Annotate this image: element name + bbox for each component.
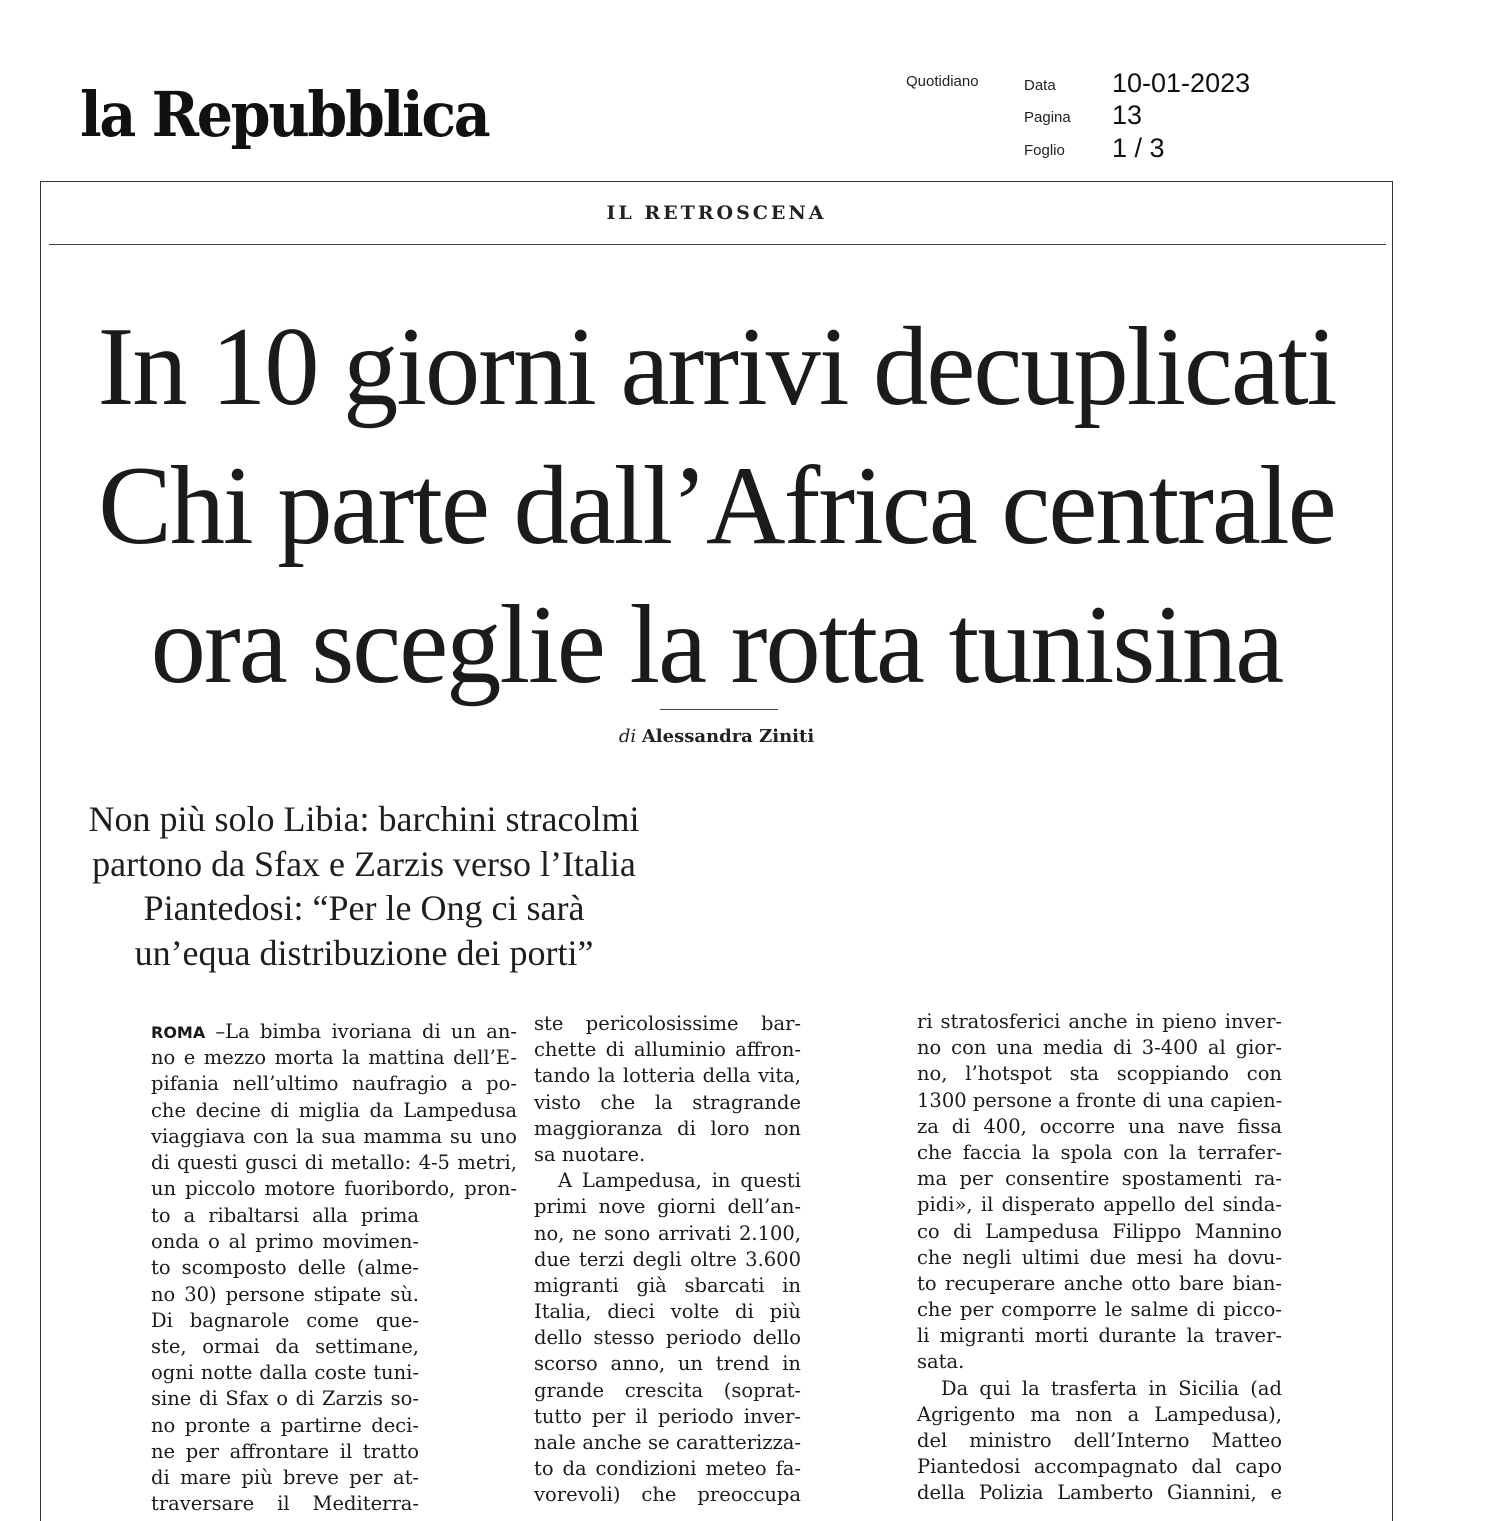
body-line: primi nove giorni dell’an- bbox=[534, 1195, 801, 1219]
body-line: no pronte a partirne deci- bbox=[151, 1413, 419, 1437]
body-line: Di bagnarole come que- bbox=[151, 1308, 419, 1332]
body-line: chette di alluminio affron- bbox=[534, 1038, 801, 1062]
byline-prefix: di bbox=[618, 726, 637, 747]
headline bbox=[40, 298, 1393, 715]
body-line: 1300 persone a fronte di una capien- bbox=[917, 1088, 1282, 1112]
body-line: tutto per il periodo inver- bbox=[534, 1404, 801, 1428]
body-line: ri stratosferici anche in pieno inver- bbox=[917, 1010, 1282, 1033]
body-line: Italia, dieci volte di più bbox=[534, 1300, 801, 1324]
body-line: ogni notte dalla coste tuni- bbox=[151, 1361, 419, 1385]
body-line: migranti già sbarcati in bbox=[534, 1273, 801, 1297]
body-line: pifania nell’ultimo naufragio a po- bbox=[151, 1072, 517, 1096]
body-line: Da qui la trasferta in Sicilia (ad bbox=[941, 1376, 1282, 1400]
body-line: Agrigento ma non a Lampedusa), bbox=[917, 1402, 1282, 1426]
body-line: A Lampedusa, in questi bbox=[558, 1169, 801, 1193]
subheadline-line: Piantedosi: “Per le Ong ci sarà bbox=[143, 888, 585, 928]
page-label: Pagina bbox=[1024, 109, 1071, 126]
subheadline-line: partono da Sfax e Zarzis verso l’Italia bbox=[92, 843, 636, 884]
sheet-label: Foglio bbox=[1024, 142, 1065, 159]
body-line: ste pericolosissime bar- bbox=[534, 1012, 801, 1035]
body-line: della Polizia Lamberto Giannini, e bbox=[917, 1481, 1282, 1505]
body-line: sa nuotare. bbox=[534, 1142, 646, 1166]
body-line: co di Lampedusa Filippo Mannino bbox=[917, 1219, 1282, 1243]
kicker-divider bbox=[49, 244, 1386, 245]
body-line: sata. bbox=[917, 1350, 965, 1374]
body-line: grande crescita (soprat- bbox=[534, 1378, 801, 1402]
body-line: to scomposto delle (alme- bbox=[151, 1256, 419, 1280]
date-value: 10-01-2023 bbox=[1112, 68, 1251, 98]
headline-line: In 10 giorni arrivi decuplicati bbox=[97, 305, 1336, 429]
body-line: onda o al primo movimen- bbox=[151, 1230, 419, 1254]
body-line: ma per consentire spostamenti ra- bbox=[917, 1167, 1282, 1191]
body-line: no con una media di 3-400 al gior- bbox=[917, 1036, 1282, 1060]
body-line: no 30) persone stipate sù. bbox=[151, 1282, 419, 1306]
subheadline-line: un’equa distribuzione dei porti” bbox=[134, 932, 594, 973]
byline-divider bbox=[660, 709, 778, 710]
body-line: che decine di miglia da Lampedusa bbox=[151, 1098, 517, 1122]
body-line: viaggiava con la sua mamma su uno bbox=[151, 1124, 517, 1148]
body-column-1 bbox=[151, 1019, 517, 1202]
body-line: li migranti morti durante la traver- bbox=[917, 1324, 1282, 1348]
body-line: ste, ormai da settimane, bbox=[151, 1334, 419, 1358]
subheadline bbox=[60, 797, 668, 975]
body-line: tando la lotteria della vita, bbox=[534, 1064, 801, 1088]
body-column-2 bbox=[534, 1011, 801, 1509]
body-line: traversare il Mediterra- bbox=[151, 1492, 419, 1516]
body-line: ROMA –La bimba ivoriana di un an- bbox=[151, 1020, 517, 1043]
headline-line: ora sceglie la rotta tunisina bbox=[150, 583, 1283, 707]
body-line: to recuperare anche otto bare bian- bbox=[917, 1271, 1282, 1295]
body-line: maggioranza di loro non bbox=[534, 1116, 801, 1140]
body-line: Piantedosi accompagnato dal capo bbox=[917, 1455, 1282, 1479]
publication-type-label: Quotidiano bbox=[906, 73, 979, 90]
sheet-value: 1 / 3 bbox=[1112, 133, 1165, 163]
body-line: no, ne sono arrivati 2.100, bbox=[534, 1221, 801, 1245]
body-line: sine di Sfax o di Zarzis so- bbox=[151, 1387, 419, 1411]
date-label: Data bbox=[1024, 77, 1056, 94]
page-number: 13 bbox=[1112, 100, 1143, 130]
dateline: ROMA bbox=[151, 1023, 206, 1042]
body-line: to da condizioni meteo fa- bbox=[534, 1457, 801, 1481]
body-line: za di 400, occorre una nave fissa bbox=[917, 1114, 1282, 1138]
body-line: dello stesso periodo dello bbox=[534, 1326, 801, 1350]
body-line: no e mezzo morta la mattina dell’E- bbox=[151, 1046, 517, 1070]
byline-author: Alessandra Ziniti bbox=[641, 726, 815, 747]
body-column-1-narrow bbox=[151, 1203, 419, 1517]
body-line: del ministro dell’Interno Matteo bbox=[917, 1429, 1282, 1452]
body-line: to a ribaltarsi alla prima bbox=[151, 1204, 419, 1227]
body-line: che negli ultimi due mesi ha dovu- bbox=[917, 1245, 1282, 1269]
body-line: nale anche se caratterizza- bbox=[534, 1431, 801, 1454]
body-line: scorso anno, un trend in bbox=[534, 1352, 801, 1376]
body-line: visto che la stragrande bbox=[534, 1090, 801, 1114]
section-kicker: IL RETROSCENA bbox=[606, 202, 827, 224]
newspaper-masthead: la Repubblica bbox=[80, 78, 489, 151]
body-line: vorevoli) che preoccupa bbox=[534, 1483, 801, 1507]
body-line: che per comporre le salme di picco- bbox=[917, 1298, 1282, 1322]
body-line: di questi gusci di metallo: 4-5 metri, bbox=[151, 1150, 517, 1174]
headline-line: Chi parte dall’Africa centrale bbox=[98, 444, 1335, 568]
subheadline-line: Non più solo Libia: barchini stracolmi bbox=[88, 799, 640, 839]
body-line: che faccia la spola con la terrafer- bbox=[917, 1140, 1282, 1164]
body-line: ne per affrontare il tratto bbox=[151, 1439, 419, 1463]
body-column-3 bbox=[917, 1009, 1282, 1507]
body-line: di mare più breve per at- bbox=[151, 1465, 419, 1489]
body-line: due terzi degli oltre 3.600 bbox=[534, 1247, 801, 1271]
body-line: no, l’hotspot sta scoppiando con bbox=[917, 1062, 1282, 1086]
byline bbox=[40, 726, 1393, 747]
body-line: pidi», il disperato appello del sinda- bbox=[917, 1193, 1282, 1217]
body-line: un piccolo motore fuoribordo, pron- bbox=[151, 1177, 517, 1201]
